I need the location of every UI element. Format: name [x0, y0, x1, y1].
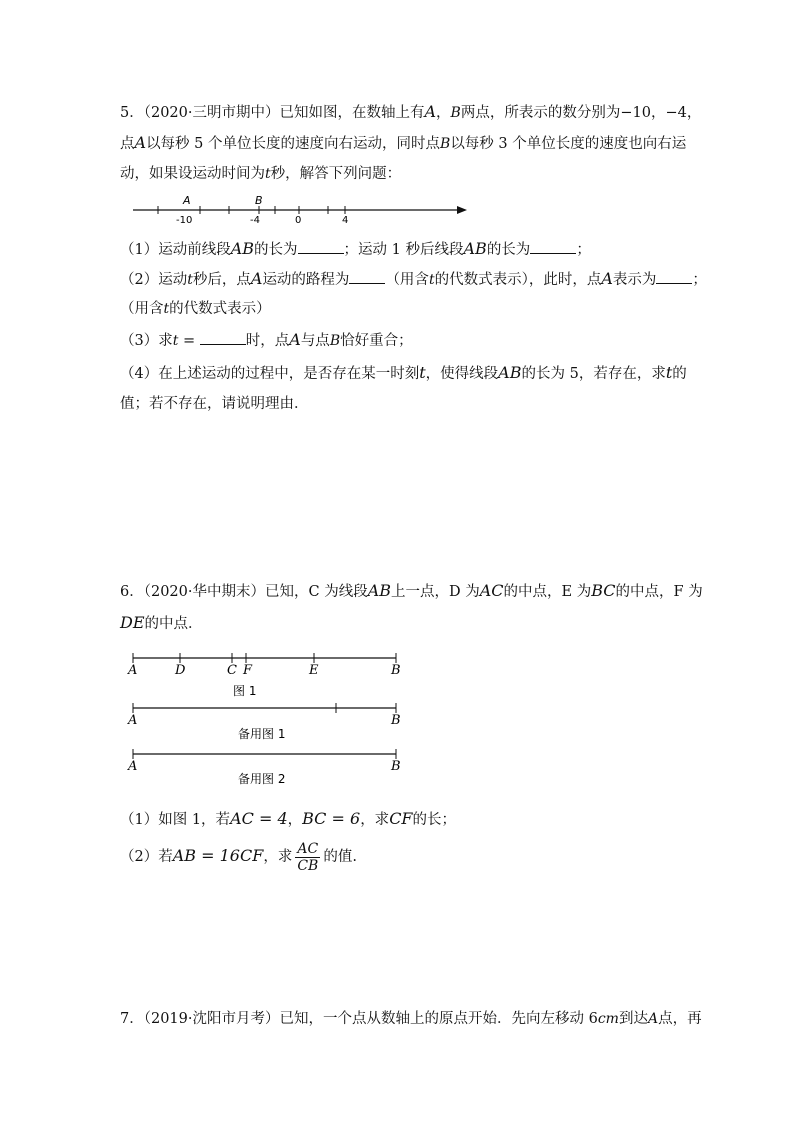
figure-caption: 备用图 1 [238, 727, 286, 741]
q6-figure-2 [120, 700, 420, 745]
q5-sub3: （3）求t = 时，点A与点B恰好重合； [120, 330, 413, 349]
q6-sub2: （2）若AB = 16CF，求 $\frac{AC}{CB}$ 的值. [120, 840, 357, 874]
point-label: C [227, 663, 237, 678]
point-label: A [128, 663, 138, 678]
point-label: E [309, 663, 319, 678]
q6-sub1: （1）如图 1，若AC = 4，BC = 6，求CF的长； [120, 809, 457, 828]
q6-line1: 6．（2020·华中期末）已知，C 为线段AB上一点，D 为AC的中点，E 为BC的中点，F 为 [120, 581, 703, 600]
q6-line2: DE的中点． [120, 613, 203, 632]
answer-blank[interactable] [656, 269, 692, 284]
q5-sub2: （2）运动t秒后，点A运动的路程为 （用含t的代数式表示），此时，点A表示为 ； [120, 269, 707, 288]
point-label: A [128, 759, 138, 774]
tick-label: 0 [295, 215, 302, 226]
figure-caption: 图 1 [233, 684, 257, 698]
q5-sub4b: 值；若不存在，请说明理由． [120, 396, 309, 412]
fraction-ac-over-cb: $\frac{AC}{CB}$ [297, 840, 319, 874]
tick-label: -4 [250, 215, 260, 226]
q5-line3: 动，如果设运动时间为t秒，解答下列问题： [120, 166, 402, 182]
q5-line1: 5．（2020·三明市期中）已知如图，在数轴上有A，B两点，所表示的数分别为−10，−4， [120, 102, 702, 121]
q5-number-line [125, 190, 475, 230]
tick-label: -10 [176, 215, 193, 226]
q5-sub2b: （用含t的代数式表示） [120, 301, 271, 317]
q6-figure-3 [120, 746, 420, 788]
point-label: B [391, 759, 401, 774]
point-label-a: A [183, 194, 191, 207]
answer-blank[interactable] [530, 239, 576, 254]
point-label: A [128, 713, 138, 728]
answer-blank[interactable] [200, 330, 246, 345]
point-label-b: B [255, 194, 263, 207]
figure-caption: 备用图 2 [238, 772, 286, 786]
q6-figure-1 [120, 650, 420, 700]
q7-line1: 7．（2019·沈阳市月考）已知，一个点从数轴上的原点开始．先向左移动 6cm到达A点，再 [120, 1011, 702, 1027]
q5-line2: 点A以每秒 5 个单位长度的速度向右运动，同时点B以每秒 3 个单位长度的速度也向右运 [120, 133, 687, 152]
point-label: B [391, 713, 401, 728]
q5-sub1: （1）运动前线段AB的长为 ；运动 1 秒后线段AB的长为 ； [120, 239, 591, 258]
point-label: B [391, 663, 401, 678]
answer-blank[interactable] [349, 269, 385, 284]
answer-blank[interactable] [298, 239, 344, 254]
tick-label: 4 [342, 215, 349, 226]
point-label: D [175, 663, 186, 678]
q5-sub4: （4）在上述运动的过程中，是否存在某一时刻t，使得线段AB的长为 5，若存在，求t的 [120, 363, 687, 382]
point-label: F [243, 663, 253, 678]
